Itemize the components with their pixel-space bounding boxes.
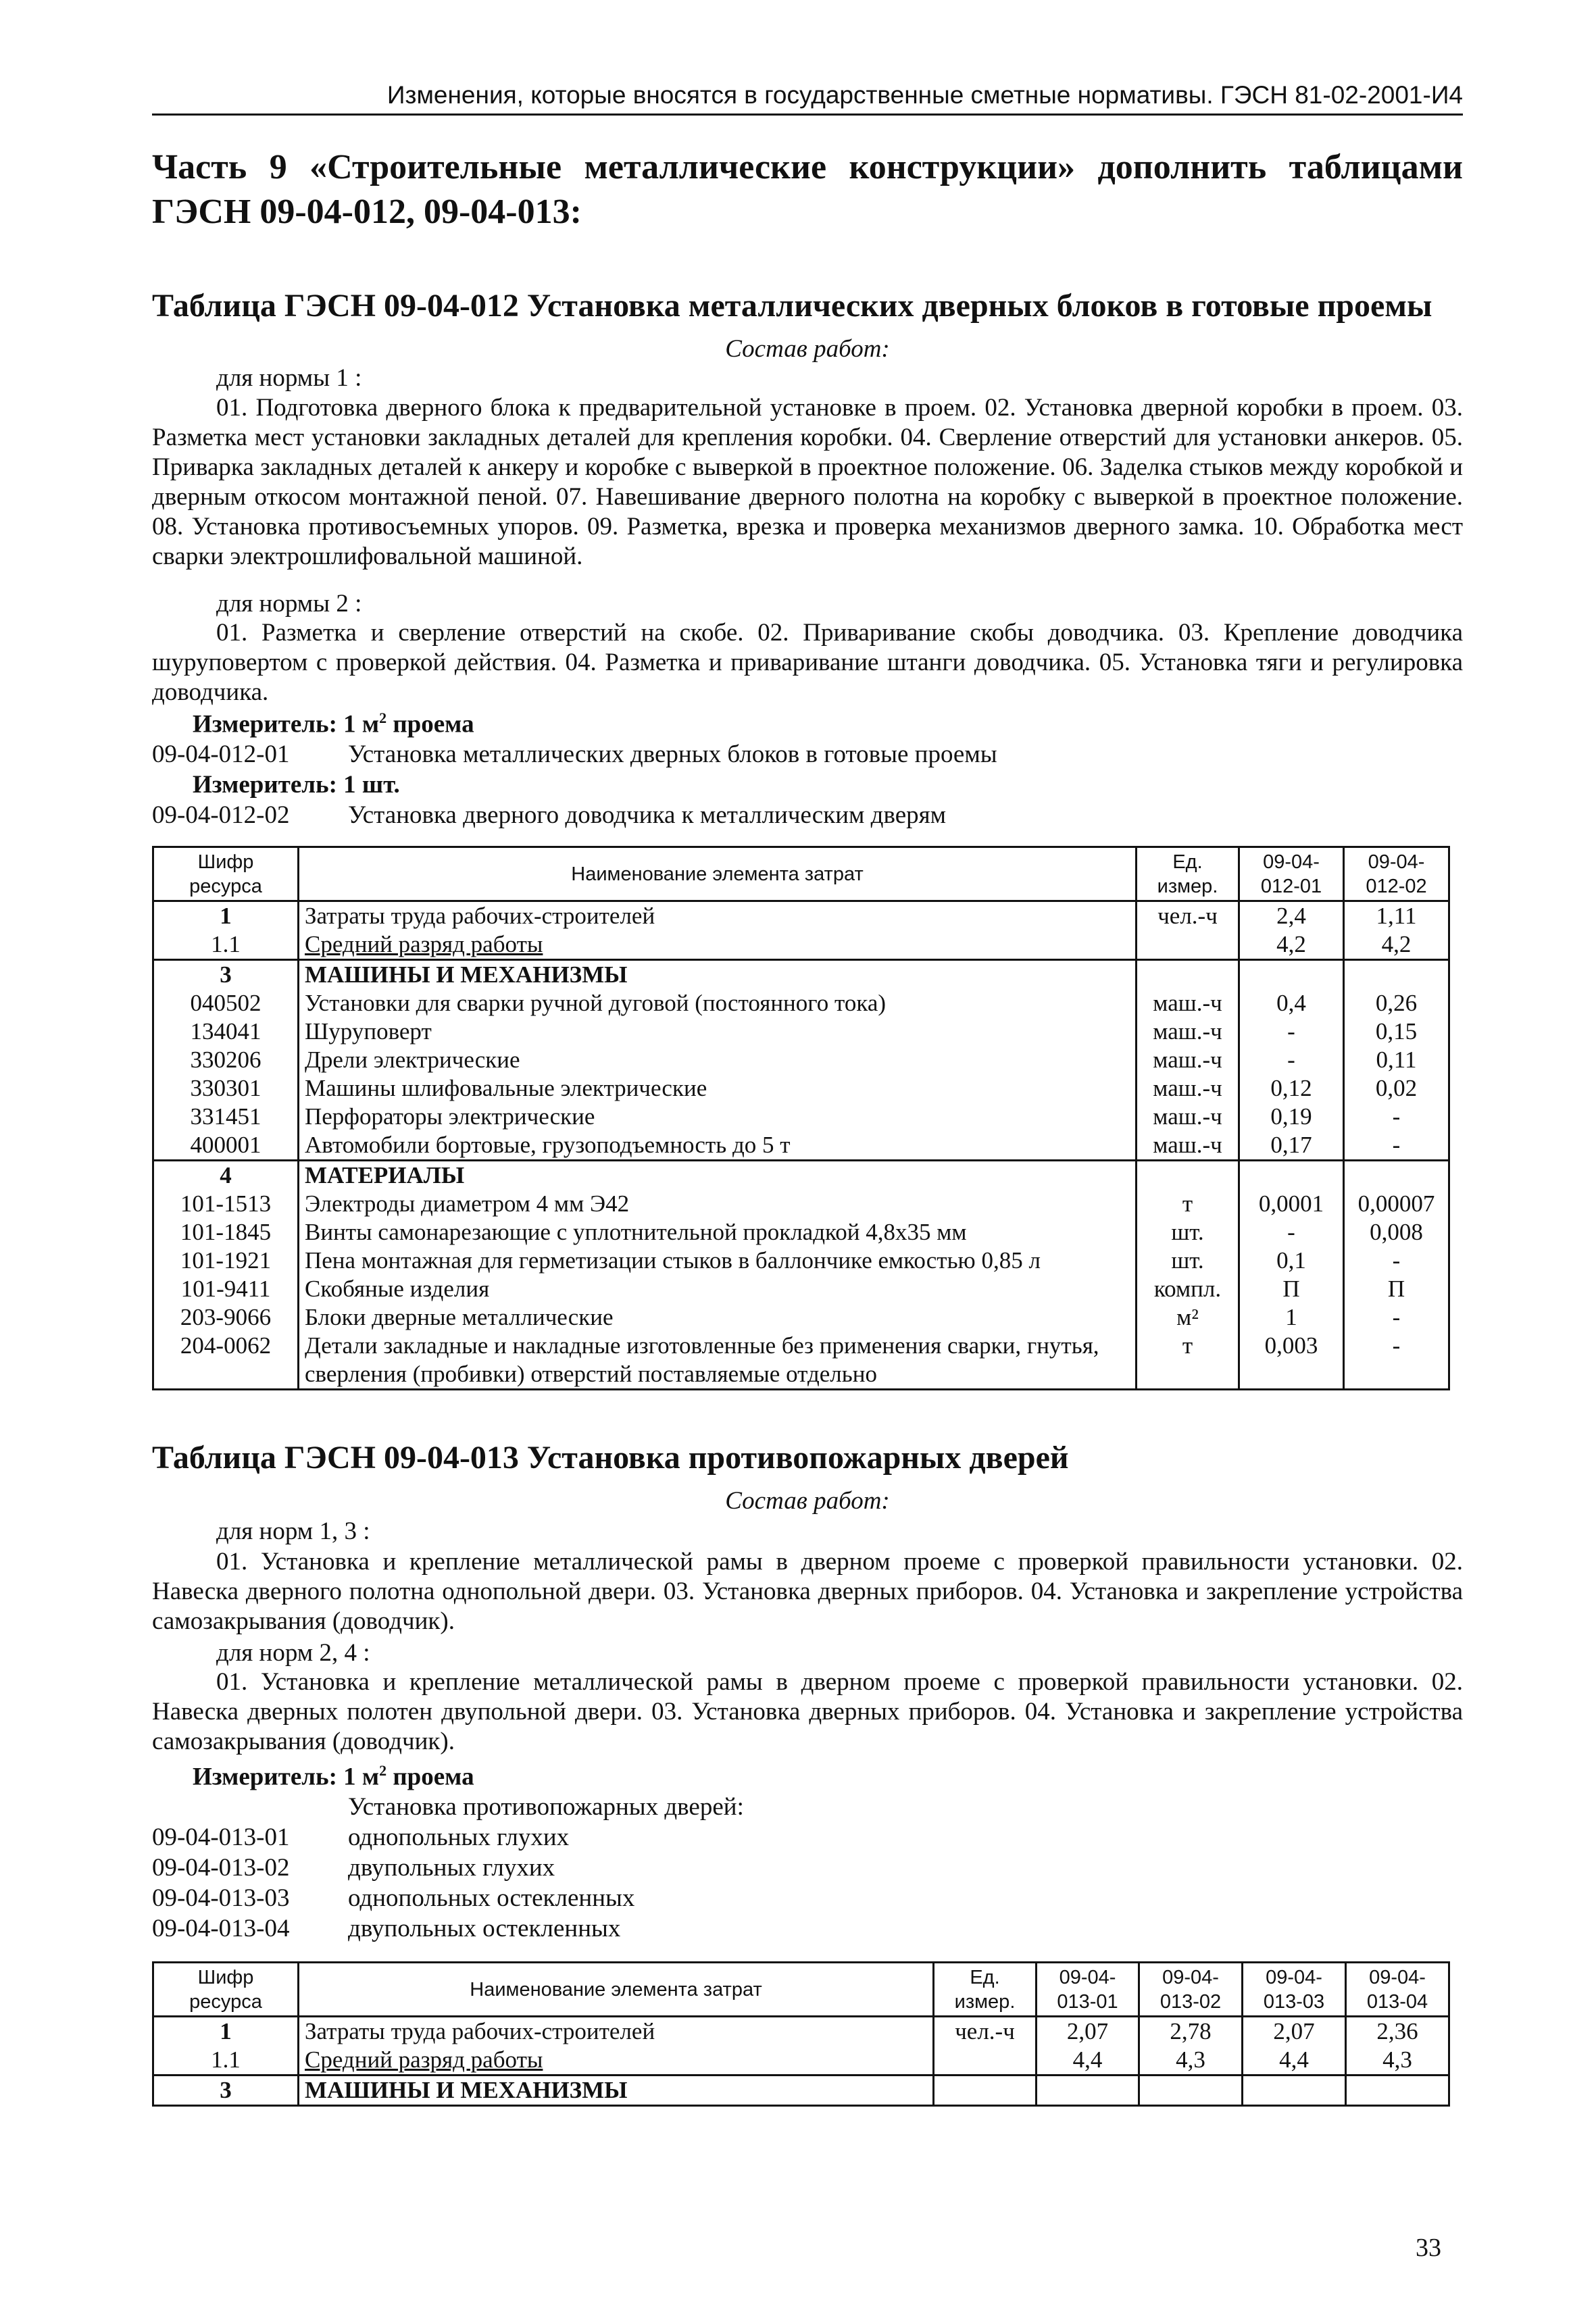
norm1-label: для нормы 1 : <box>216 364 362 392</box>
cell-value-2: 0,008 <box>1344 1218 1449 1247</box>
norm24-text: 01. Установка и крепление металлической рамы в дверном проеме с проверкой правильности установки. 02. Навеска дверных полотен двупольной двери. 03. Установка дверных приборов. 04. Установка и закрепление устройства самозакрывания (доводчик). <box>152 1668 1463 1755</box>
cell-unit: чел.-ч <box>1137 901 1239 931</box>
cell-value-1: 0,0001 <box>1239 1190 1344 1218</box>
cell-name: МАТЕРИАЛЫ <box>299 1161 1137 1190</box>
norm-code: 09-04-013-04 <box>152 1915 290 1942</box>
cell-value-1: 0,003 <box>1239 1332 1344 1390</box>
group-title: Установка противопожарных дверей: <box>348 1793 744 1821</box>
header-code: Шифр ресурса <box>153 847 299 901</box>
cell-name: Блоки дверные металлические <box>299 1303 1137 1332</box>
cell-value-1: 0,19 <box>1239 1103 1344 1131</box>
cell-name: Машины шлифовальные электрические <box>299 1074 1137 1103</box>
cell-code: 3 <box>153 960 299 990</box>
norm-code: 09-04-013-03 <box>152 1884 290 1912</box>
cell-value-4: 4,3 <box>1346 2046 1449 2076</box>
cell-value-2: 4,3 <box>1139 2046 1243 2076</box>
table-row <box>153 1218 1449 1247</box>
table-12-title: Таблица ГЭСН 09-04-012 Установка металлических дверных блоков в готовые проемы <box>152 288 1432 324</box>
page-number: 33 <box>1416 2234 1441 2262</box>
cell-value-3: 4,4 <box>1243 2046 1346 2076</box>
cell-value-1 <box>1239 1161 1344 1190</box>
cell-value-2: 2,78 <box>1139 2017 1243 2046</box>
table-row <box>153 1046 1449 1074</box>
norm1-text: 01. Подготовка дверного блока к предварительной установке в проем. 02. Установка дверной коробки в проем. 03. Разметка мест установки закладных деталей для крепления коробки. 04. Сверление отверстий для установки анкеров. 05. Приварка закладных деталей к анкеру и коробке с выверкой в проектное положение. 06. Заделка стыков между коробкой и дверным откосом монтажной пеной. 07. Навешивание дверного полотна на коробку с выверкой в проектное положение. 08. Установка противосъемных упоров. 09. Разметка, врезка и проверка механизмов дверного замка. 10. Обработка мест сварки электрошлифовальной машиной. <box>152 394 1463 570</box>
table-row <box>153 2076 1449 2106</box>
cell-code: 134041 <box>153 1017 299 1046</box>
cell-name: Средний разряд работы <box>299 2046 934 2076</box>
cell-unit: маш.-ч <box>1137 989 1239 1017</box>
norm-code-text: однопольных глухих <box>348 1823 570 1851</box>
norm-code: 09-04-013-02 <box>152 1854 290 1882</box>
cost-table-12 <box>152 846 1450 1390</box>
table-12-sostav: Состав работ: <box>725 335 890 363</box>
norm-code-line <box>152 1853 555 1882</box>
cell-name: Шуруповерт <box>299 1017 1137 1046</box>
cell-code: 400001 <box>153 1131 299 1161</box>
cell-name: МАШИНЫ И МЕХАНИЗМЫ <box>299 2076 934 2106</box>
table-row <box>153 989 1449 1017</box>
table-row <box>153 1017 1449 1046</box>
table-row <box>153 1332 1449 1390</box>
cell-value-2: П <box>1344 1275 1449 1303</box>
cell-value-1 <box>1037 2076 1139 2106</box>
table-row <box>153 2017 1449 2046</box>
cell-value-1: 1 <box>1239 1303 1344 1332</box>
table-row <box>153 1131 1449 1161</box>
norm-code-text: двупольных глухих <box>348 1854 555 1882</box>
cell-value-2: 0,11 <box>1344 1046 1449 1074</box>
cell-unit: маш.-ч <box>1137 1017 1239 1046</box>
header-col-2: 09-04-013-02 <box>1139 1963 1243 2017</box>
cell-name: Установки для сварки ручной дуговой (постоянного тока) <box>299 989 1137 1017</box>
norm13-label: для норм 1, 3 : <box>216 1517 370 1545</box>
cell-value-3: 2,07 <box>1243 2017 1346 2046</box>
cost-table-13 <box>152 1961 1450 2107</box>
cell-code: 204-0062 <box>153 1332 299 1390</box>
cell-code: 040502 <box>153 989 299 1017</box>
cell-code: 203-9066 <box>153 1303 299 1332</box>
measure-1: Измеритель: 1 $м^2$ проема <box>193 709 474 738</box>
cell-name: Средний разряд работы <box>299 930 1137 960</box>
cell-code: 3 <box>153 2076 299 2106</box>
norm-code-line <box>152 1884 634 1913</box>
cell-value-2: - <box>1344 1332 1449 1390</box>
cell-value-2: 4,2 <box>1344 930 1449 960</box>
header-unit: Ед. измер. <box>1137 847 1239 901</box>
cell-name: Затраты труда рабочих-строителей <box>299 901 1137 931</box>
table-row <box>153 1190 1449 1218</box>
norm-code-line-1: 09-04-012-01 Установка металлических дверных блоков в готовые проемы <box>152 740 997 768</box>
cell-value-4: 2,36 <box>1346 2017 1449 2046</box>
header-col-3: 09-04-013-03 <box>1243 1963 1346 2017</box>
cell-unit: компл. <box>1137 1275 1239 1303</box>
cell-unit: маш.-ч <box>1137 1131 1239 1161</box>
cell-value-2: - <box>1344 1247 1449 1275</box>
cell-value-1: 4,4 <box>1037 2046 1139 2076</box>
cell-unit: чел.-ч <box>934 2017 1037 2046</box>
cell-value-1: 2,07 <box>1037 2017 1139 2046</box>
norm-code-line <box>152 1914 620 1943</box>
cell-unit: шт. <box>1137 1218 1239 1247</box>
header-col-4: 09-04-013-04 <box>1346 1963 1449 2017</box>
cell-value-4 <box>1346 2076 1449 2106</box>
header-col-1: 09-04-012-01 <box>1239 847 1344 901</box>
cell-value-1: 4,2 <box>1239 930 1344 960</box>
header-name: Наименование элемента затрат <box>299 847 1137 901</box>
norm2-label: для нормы 2 : <box>216 590 362 618</box>
cell-code: 101-9411 <box>153 1275 299 1303</box>
norm-code: 09-04-013-01 <box>152 1823 290 1851</box>
cell-name: Дрели электрические <box>299 1046 1137 1074</box>
cell-name: Электроды диаметром 4 мм Э42 <box>299 1190 1137 1218</box>
cell-name: Автомобили бортовые, грузоподъемность до 5 т <box>299 1131 1137 1161</box>
norm-code-line <box>152 1823 569 1852</box>
cell-value-2: 0,02 <box>1344 1074 1449 1103</box>
header-col-1: 09-04-013-01 <box>1037 1963 1139 2017</box>
cell-unit: маш.-ч <box>1137 1103 1239 1131</box>
table-row <box>153 2046 1449 2076</box>
header-code: Шифр ресурса <box>153 1963 299 2017</box>
cell-code: 4 <box>153 1161 299 1190</box>
cell-value-1: - <box>1239 1017 1344 1046</box>
norm-code-text: однопольных остекленных <box>348 1884 635 1912</box>
cell-code: 101-1513 <box>153 1190 299 1218</box>
cell-name: Перфораторы электрические <box>299 1103 1137 1131</box>
cell-code: 101-1845 <box>153 1218 299 1247</box>
norm2-text: 01. Разметка и сверление отверстий на скобе. 02. Приваривание скобы доводчика. 03. Крепление доводчика шуруповертом с проверкой действия. 04. Разметка и приваривание штанги доводчика. 05. Установка тяги и регулировка доводчика. <box>152 619 1463 706</box>
table-row <box>153 1303 1449 1332</box>
cell-unit: маш.-ч <box>1137 1074 1239 1103</box>
cell-value-1: 2,4 <box>1239 901 1344 931</box>
cell-name: Затраты труда рабочих-строителей <box>299 2017 934 2046</box>
table-row <box>153 960 1449 990</box>
cell-value-1: П <box>1239 1275 1344 1303</box>
table-row <box>153 930 1449 960</box>
cell-value-1: 0,4 <box>1239 989 1344 1017</box>
cell-name: Пена монтажная для герметизации стыков в баллончике емкостью 0,85 л <box>299 1247 1137 1275</box>
cell-value-2 <box>1344 960 1449 990</box>
header-unit: Ед. измер. <box>934 1963 1037 2017</box>
header-col-2: 09-04-012-02 <box>1344 847 1449 901</box>
cell-value-2 <box>1139 2076 1243 2106</box>
measure-2: Измеритель: 1 шт. <box>193 771 400 799</box>
cell-unit: т <box>1137 1190 1239 1218</box>
cell-name: Скобяные изделия <box>299 1275 1137 1303</box>
norm13-text: 01. Установка и крепление металлической рамы в дверном проеме с проверкой правильности установки. 02. Навеска дверного полотна однопольной двери. 03. Установка дверных приборов. 04. Установка и закрепление устройства самозакрывания (доводчик). <box>152 1548 1463 1635</box>
cell-code: 101-1921 <box>153 1247 299 1275</box>
table-row <box>153 901 1449 931</box>
cell-value-1 <box>1239 960 1344 990</box>
part-title: Часть 9 «Строительные металлические конструкции» дополнить таблицами ГЭСН 09-04-012, 09-04-013: <box>152 148 1463 231</box>
cell-code: 1.1 <box>153 930 299 960</box>
cell-code: 1 <box>153 901 299 931</box>
cell-name: МАШИНЫ И МЕХАНИЗМЫ <box>299 960 1137 990</box>
cell-unit <box>1137 960 1239 990</box>
cell-name: Винты самонарезающие с уплотнительной прокладкой 4,8х35 мм <box>299 1218 1137 1247</box>
table-row <box>153 1275 1449 1303</box>
cell-value-2: 1,11 <box>1344 901 1449 931</box>
cell-value-3 <box>1243 2076 1346 2106</box>
cell-code: 1 <box>153 2017 299 2046</box>
cell-code: 1.1 <box>153 2046 299 2076</box>
cell-code: 330206 <box>153 1046 299 1074</box>
measure-3: Измеритель: 1 $м^2$ проема <box>193 1762 474 1791</box>
norm-code-text: двупольных остекленных <box>348 1915 621 1942</box>
header-name: Наименование элемента затрат <box>299 1963 934 2017</box>
cell-unit: маш.-ч <box>1137 1046 1239 1074</box>
cell-value-1: 0,1 <box>1239 1247 1344 1275</box>
cell-unit <box>1137 930 1239 960</box>
cell-name: Детали закладные и накладные изготовленные без применения сварки, гнутья, сверления (пробивки) отверстий поставляемые отдельно <box>299 1332 1137 1390</box>
cell-code: 330301 <box>153 1074 299 1103</box>
cell-unit <box>934 2076 1037 2106</box>
table-row <box>153 1074 1449 1103</box>
table-13-title: Таблица ГЭСН 09-04-013 Установка противопожарных дверей <box>152 1440 1069 1476</box>
cell-value-2 <box>1344 1161 1449 1190</box>
cell-value-1: 0,12 <box>1239 1074 1344 1103</box>
cell-value-2: 0,00007 <box>1344 1190 1449 1218</box>
cell-value-1: - <box>1239 1046 1344 1074</box>
cell-value-2: - <box>1344 1131 1449 1161</box>
cell-unit: м² <box>1137 1303 1239 1332</box>
table-13-sostav: Состав работ: <box>725 1487 890 1515</box>
table-row <box>153 1161 1449 1190</box>
cell-value-2: - <box>1344 1103 1449 1131</box>
running-header: Изменения, которые вносятся в государственные сметные нормативы. ГЭСН 81-02-2001-И4 <box>152 81 1463 116</box>
norm-code-line-2: 09-04-012-02 Установка дверного доводчика к металлическим дверям <box>152 801 947 829</box>
cell-value-2: 0,15 <box>1344 1017 1449 1046</box>
cell-unit: шт. <box>1137 1247 1239 1275</box>
cell-unit: т <box>1137 1332 1239 1390</box>
table-row <box>153 1103 1449 1131</box>
cell-unit <box>934 2046 1037 2076</box>
cell-code: 331451 <box>153 1103 299 1131</box>
cell-value-2: 0,26 <box>1344 989 1449 1017</box>
table-row <box>153 1247 1449 1275</box>
cell-unit <box>1137 1161 1239 1190</box>
cell-value-2: - <box>1344 1303 1449 1332</box>
cell-value-1: - <box>1239 1218 1344 1247</box>
cell-value-1: 0,17 <box>1239 1131 1344 1161</box>
norm24-label: для норм 2, 4 : <box>216 1639 370 1667</box>
